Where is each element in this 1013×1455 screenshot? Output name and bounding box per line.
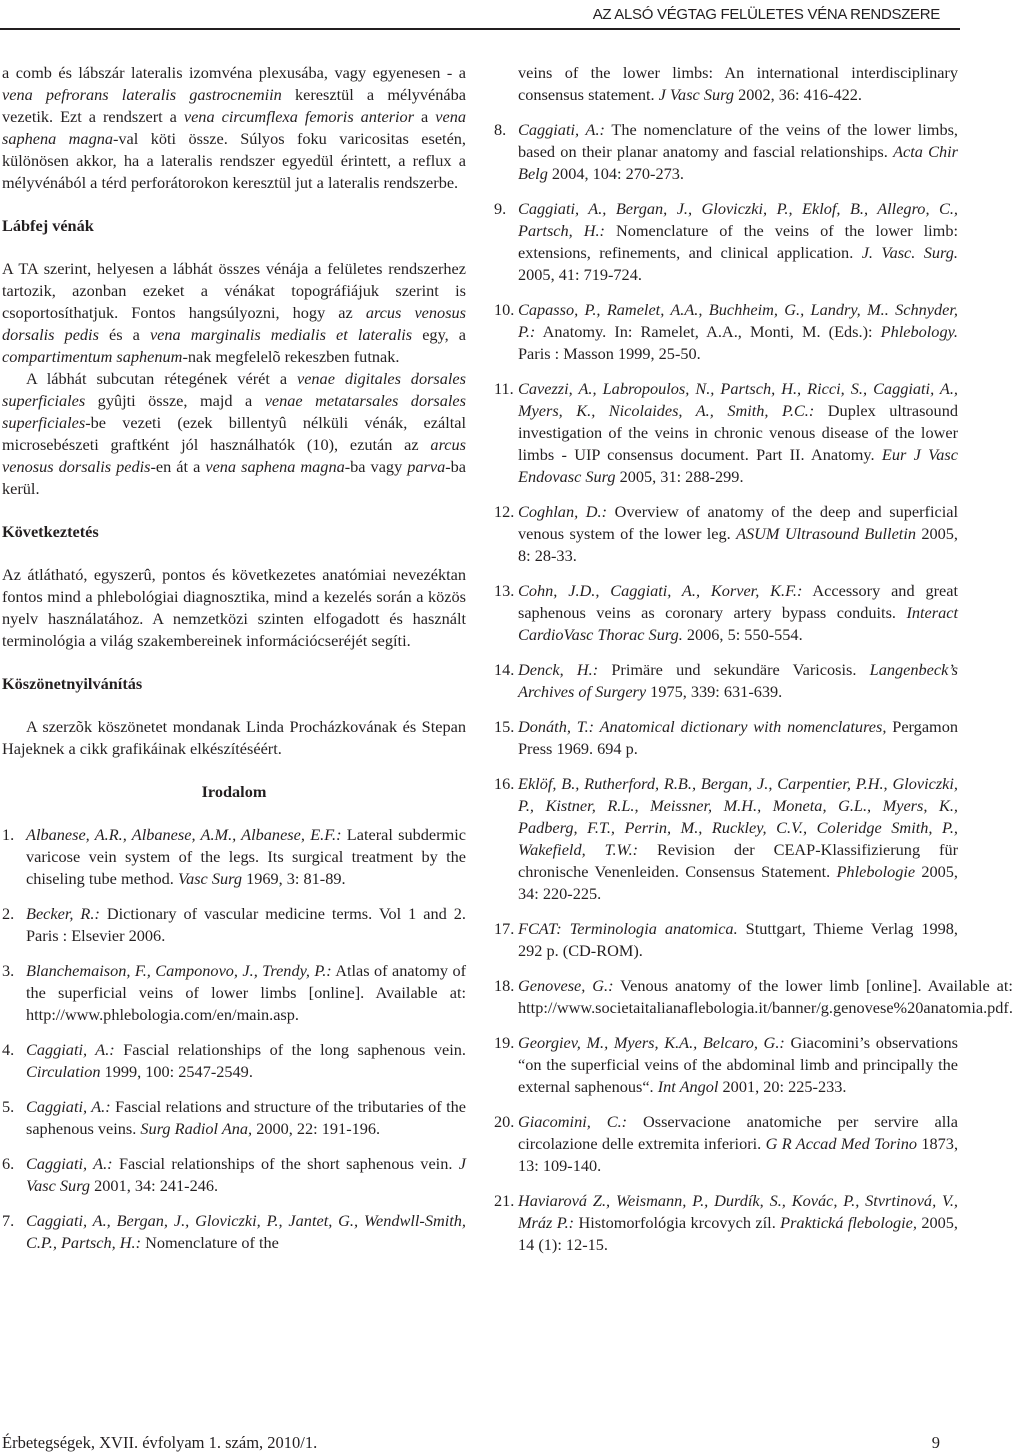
- reference-title: Pergamon Press 1969. 694 p.: [518, 717, 958, 758]
- reference-title: Stuttgart, Thieme Verlag 1998, 292 p. (CD-ROM).: [518, 919, 958, 960]
- reference-item: [2, 1153, 466, 1197]
- reference-authors: Eklöf, B., Rutherford, R.B., Bergan, J., Carpentier, P.H., Gloviczki, P., Kistner, R.L., Meissner, M.H., Moneta, G.L., Myers, K., Padberg, F.T., Perrin, M., Ruckley, C.V., Coleridge Smith, P., Wakefield, T.W.:: [518, 774, 958, 859]
- paragraph-conclusion: Az átlátható, egyszerû, pontos és következetes anatómiai nevezéktan fontos mind a phlebológiai diagnosztika, mind a kezelés során a közös nyelv használatához. A nemzetközi szinten elfogadott és használt terminológia a világ szakembereinek információcseréjét segíti.: [2, 565, 466, 650]
- reference-title: Giacomini’s observations “on the superficial veins of the abdominal limb and principally the external saphenous“.: [518, 1033, 958, 1096]
- reference-list-left: [2, 824, 466, 1254]
- reference-details: 2001, 20: 225-233.: [718, 1077, 847, 1096]
- paragraph-ta-szerint: A TA szerint, helyesen a lábhát összes vénája a felületes rendszerhez tartozik, azonban ezeket a vénákat topográfiájuk szerint is csoportosíthatjuk. Fontos hangsúlyozni, hogy az arcus venosus dorsalis pedis és a vena marginalis medialis et lateralis egy, a compartimentum saphenum-nak megfelelõ rekeszben futnak.: [2, 259, 467, 366]
- reference-number: 8.: [494, 120, 507, 139]
- reference-title: Histomorfológia krcovych zíl.: [574, 1213, 781, 1232]
- reference-authors: Caggiati, A.:: [518, 120, 605, 139]
- heading-labfej-venak: Lábfej vénák: [2, 216, 94, 235]
- reference-journal: Vasc Surg: [177, 869, 243, 888]
- reference-number: 15.: [494, 717, 515, 736]
- reference-details: 2005, 14 (1): 12-15.: [518, 1213, 958, 1254]
- reference-title: Dictionary of vascular medicine terms. Vol 1 and 2. Paris : Elsevier 2006.: [26, 904, 466, 945]
- reference-number: 11.: [494, 379, 514, 398]
- reference-item: [2, 903, 466, 947]
- reference-item: [494, 1032, 958, 1098]
- reference-title: Primäre und sekundäre Varicosis.: [598, 660, 870, 679]
- reference-title: Nomenclature of the: [141, 1233, 279, 1252]
- running-title: AZ ALSÓ VÉGTAG FELÜLETES VÉNA RENDSZERE: [592, 6, 940, 23]
- reference-journal: J Vasc Surg: [26, 1154, 467, 1195]
- page-number: 9: [931, 1433, 940, 1452]
- reference-number: 19.: [494, 1033, 515, 1052]
- reference-authors: Donáth, T.: Anatomical dictionary with nomenclatures,: [518, 717, 887, 736]
- reference-authors: Cavezzi, A., Labropoulos, N., Partsch, H., Ricci, S., Caggiati, A., Myers, K., Nicolaides, A., Smith, P.C.:: [518, 379, 958, 420]
- reference-details: 1999, 100: 2547-2549.: [100, 1062, 253, 1081]
- reference-number: 14.: [494, 660, 515, 679]
- reference-item: [494, 119, 958, 185]
- reference-details: 2000, 22: 191-196.: [252, 1119, 381, 1138]
- reference-details: 2004, 104: 270-273.: [547, 164, 684, 183]
- reference-item: [494, 716, 958, 760]
- reference-journal: G R Accad Med Torino: [765, 1134, 917, 1153]
- reference-authors: Albanese, A.R., Albanese, A.M., Albanese, E.F.:: [26, 825, 342, 844]
- reference-authors: Haviarová Z., Weismann, P., Durdík, S., Kovác, P., Stvrtinová, V., Mráz P.:: [518, 1191, 958, 1232]
- reference-authors: Cohn, J.D., Caggiati, A., Korver, K.F.:: [518, 581, 803, 600]
- reference-item: [494, 659, 958, 703]
- reference-title: Atlas of anatomy of the superficial veins of lower limbs [online]. Available at: http://www.phlebologia.com/en/main.asp.: [26, 961, 467, 1024]
- reference-title: Accessory and great saphenous veins as coronary artery bypass conduits.: [518, 581, 958, 622]
- reference-item: [494, 198, 958, 286]
- reference-details: 2006, 5: 550-554.: [682, 625, 803, 644]
- reference-item: [2, 824, 466, 890]
- reference-number: 10.: [494, 300, 515, 319]
- reference-number: 16.: [494, 774, 515, 793]
- header-rule: [0, 28, 960, 30]
- reference-number: 7.: [2, 1211, 15, 1230]
- paragraph-lateral-system: a comb és lábszár lateralis izomvéna plexusába, vagy egyenesen - a vena pefrorans lateralis gastrocnemiin keresztül a mélyvénába vezetik. Ezt a rendszert a vena circumflexa femoris anterior a vena saphena magna-val köti össze. Súlyos foku varicositas esetén, különösen akkor, ha a lateralis rendszer egyedül érintett, a reflux a mélyvénából a térd perforátorokon keresztül jut a lateralis rendszerbe.: [2, 63, 467, 192]
- reference-authors: Capasso, P., Ramelet, A.A., Buchheim, G., Landry, M.. Schnyder, P.:: [518, 300, 958, 341]
- reference-title: Fascial relations and structure of the tributaries of the saphenous veins.: [26, 1097, 466, 1138]
- reference-item: [494, 501, 958, 567]
- heading-koszonet: Köszönetnyilvánítás: [2, 674, 143, 693]
- reference-item: [494, 1190, 958, 1256]
- reference-journal: Praktická flebologie,: [780, 1213, 917, 1232]
- reference-title: Revision der CEAP-Klassifizierung für chronische Venenleiden. Consensus Statement.: [518, 840, 959, 881]
- reference-authors: Georgiev, M., Myers, K.A., Belcaro, G.:: [518, 1033, 785, 1052]
- reference-title: Fascial relationships of the short saphenous vein.: [112, 1154, 459, 1173]
- reference-authors: FCAT: Terminologia anatomica.: [518, 919, 738, 938]
- reference-journal: Phlebologie: [836, 862, 916, 881]
- reference-authors: Denck, H.:: [518, 660, 599, 679]
- reference-item: [2, 960, 466, 1026]
- reference-journal: ASUM Ultrasound Bulletin: [736, 524, 916, 543]
- reference-journal: Int Angol: [657, 1077, 719, 1096]
- reference-authors: Caggiati, A.:: [26, 1040, 115, 1059]
- paragraph-labhat: A lábhát subcutan rétegének vérét a venae digitales dorsales superficiales gyûjti össze, majd a venae metatarsales dorsales superficiales-be vezeti (ezek billentyû nélküli vénák, ezáltal microsebészeti graftként jól használhatók (10), ezután az arcus venosus dorsalis pedis-en át a vena saphena magna-ba vagy parva-ba kerül.: [2, 369, 467, 498]
- reference-details: 1975, 339: 631-639.: [646, 682, 783, 701]
- reference-journal: Surg Radiol Ana,: [140, 1119, 253, 1138]
- reference-title: Fascial relationships of the long saphenous vein.: [114, 1040, 467, 1059]
- reference-details: 2005, 8: 28-33.: [518, 524, 958, 565]
- reference-number: 12.: [494, 502, 515, 521]
- reference-details: Paris : Masson 1999, 25-50.: [518, 344, 701, 363]
- reference-journal: J. Vasc. Surg.: [861, 243, 958, 262]
- reference-item: [494, 580, 958, 646]
- reference-journal: Phlebology.: [880, 322, 958, 341]
- reference-journal: Eur J Vasc Endovasc Surg: [518, 445, 958, 486]
- right-column: [494, 62, 1013, 1269]
- reference-item: [2, 1096, 466, 1140]
- reference-authors: Becker, R.:: [26, 904, 100, 923]
- reference-number: 2.: [2, 904, 15, 923]
- reference-number: 21.: [494, 1191, 515, 1210]
- reference-details: 1873, 13: 109-140.: [518, 1134, 959, 1175]
- reference-item: [494, 378, 958, 488]
- reference-item: [494, 1111, 958, 1177]
- heading-irodalom: Irodalom: [201, 782, 267, 801]
- reference-number: 18.: [494, 976, 515, 995]
- reference-number: 5.: [2, 1097, 15, 1116]
- reference-number: 1.: [2, 825, 15, 844]
- reference-authors: Genovese, G.:: [518, 976, 614, 995]
- reference-title: Nomenclature of the veins of the lower limb: extensions, refinements, and clinical application.: [518, 221, 958, 262]
- reference-item: [494, 299, 958, 365]
- paragraph-acknowledgement: A szerzõk köszönetet mondanak Linda Procházkovának és Stepan Hajeknek a cikk grafikáinak elkészítéséért.: [2, 717, 466, 758]
- reference-authors: Coghlan, D.:: [518, 502, 608, 521]
- reference-title: Lateral subdermic varicose vein system of the legs. Its surgical treatment by the chiseling tube method.: [26, 825, 466, 888]
- reference-authors: Caggiati, A.:: [26, 1097, 111, 1116]
- reference-authors: Giacomini, C.:: [518, 1112, 628, 1131]
- reference-item: [494, 773, 958, 905]
- reference-list-right: [494, 119, 1013, 1256]
- reference-number: 4.: [2, 1040, 15, 1059]
- reference-number: 13.: [494, 581, 515, 600]
- heading-kovetkeztetes: Következtetés: [2, 522, 99, 541]
- reference-number: 6.: [2, 1154, 15, 1173]
- journal-citation: Érbetegségek, XVII. évfolyam 1. szám, 2010/1.: [2, 1433, 318, 1452]
- reference-title: Anatomy. In: Ramelet, A.A., Monti, M. (Eds.):: [535, 322, 881, 341]
- reference-number: 20.: [494, 1112, 515, 1131]
- reference-title: Osservacione anatomiche per servire alla circolazione delle extremita inferiori.: [518, 1112, 958, 1153]
- reference-details: 2001, 34: 241-246.: [90, 1176, 219, 1195]
- reference-details: 1969, 3: 81-89.: [242, 869, 346, 888]
- reference-number: 9.: [494, 199, 507, 218]
- reference-item: [494, 918, 958, 962]
- left-column: [2, 62, 466, 1267]
- reference-authors: Caggiati, A., Bergan, J., Gloviczki, P., Eklof, B., Allegro, C., Partsch, H.:: [518, 199, 958, 240]
- reference-journal: Acta Chir Belg: [518, 142, 958, 183]
- reference-details: 2005, 41: 719-724.: [518, 265, 642, 284]
- reference-details: 2005, 31: 288-299.: [615, 467, 744, 486]
- reference-number: 17.: [494, 919, 515, 938]
- running-header: [0, 0, 960, 34]
- reference-number: 3.: [2, 961, 15, 980]
- reference-journal: Circulation: [26, 1062, 101, 1081]
- reference-journal: Langenbeck’s Archives of Surgery: [518, 660, 958, 701]
- reference-continuation: veins of the lower limbs: An international interdisciplinary consensus statement. J Vasc Surg 2002, 36: 416-422.: [518, 63, 958, 104]
- reference-item: [2, 1210, 466, 1254]
- reference-title: Overview of anatomy of the deep and superficial venous system of the lower leg.: [518, 502, 958, 543]
- reference-details: 2005, 34: 220-225.: [518, 862, 959, 903]
- reference-item: [2, 1039, 466, 1083]
- reference-item: [494, 975, 1013, 1019]
- reference-title: Duplex ultrasound investigation of the veins in chronic venous disease of the lower limbs - UIP consensus document. Part II. Anatomy.: [518, 401, 958, 464]
- reference-title: The nomenclature of the veins of the lower limbs, based on their planar anatomy and fascial relationships.: [518, 120, 958, 161]
- reference-authors: Blanchemaison, F., Camponovo, J., Trendy, P.:: [26, 961, 332, 980]
- reference-authors: Caggiati, A., Bergan, J., Gloviczki, P., Jantet, G., Wendwll-Smith, C.P., Partsch, H.:: [26, 1211, 466, 1252]
- reference-authors: Caggiati, A.:: [26, 1154, 113, 1173]
- reference-title: Venous anatomy of the lower limb [online]. Available at: http://www.societaitalianaflebologia.it/banner/g.genovese%20anatomia.pdf.: [518, 976, 1013, 1017]
- reference-journal: Interact CardioVasc Thorac Surg.: [518, 603, 958, 644]
